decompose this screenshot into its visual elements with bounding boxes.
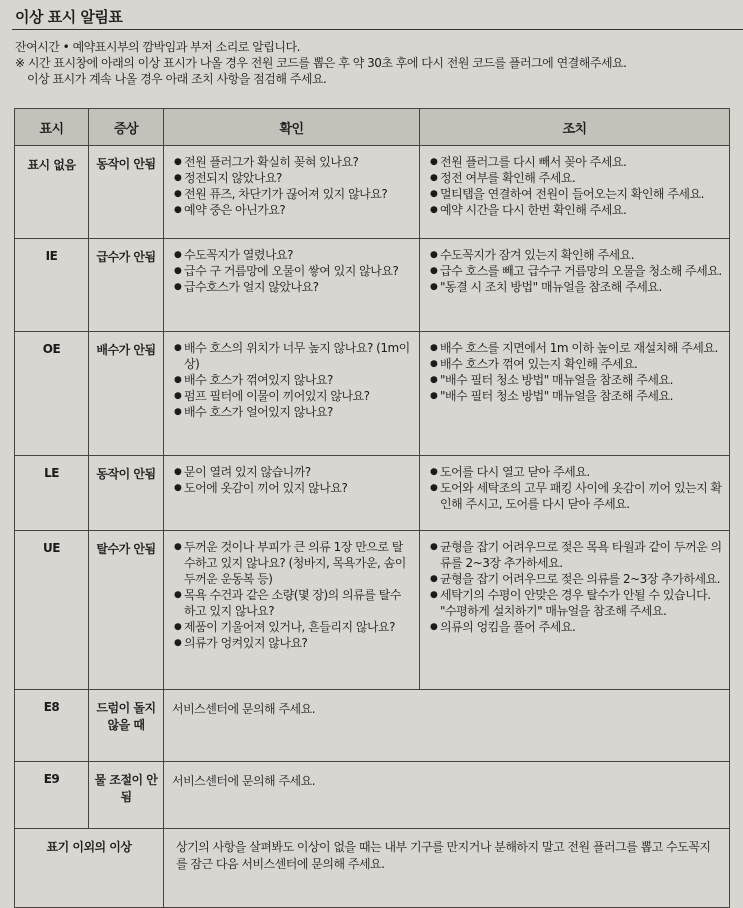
header-code: 표시 [15, 109, 89, 146]
check-item: ● 급수호스가 얼지 않았나요? [174, 279, 413, 295]
table-row [15, 332, 730, 456]
title-divider [12, 29, 743, 30]
check-item: ● 도어에 옷감이 끼어 있지 않나요? [174, 480, 413, 496]
action-item: ● 예약 시간을 다시 한번 확인해 주세요. [430, 202, 723, 218]
intro-line: 잔여시간 • 예약표시부의 깜박임과 부저 소리로 알립니다. [15, 40, 300, 54]
header-symptom: 증상 [89, 109, 164, 146]
error-code: IE [15, 239, 89, 332]
action-item: ● 전원 플러그를 다시 빼서 꽂아 주세요. [430, 154, 723, 170]
check-item: ● 전원 플러그가 확실히 꽂혀 있나요? [174, 154, 413, 170]
header-action: 조치 [420, 109, 730, 146]
header-check: 확인 [164, 109, 420, 146]
action-item: ● "배수 필터 청소 방법" 매뉴얼을 참조해 주세요. [430, 388, 723, 404]
check-item: ● 수도꼭지가 열렸나요? [174, 247, 413, 263]
check-cell [164, 146, 420, 239]
table-row [15, 762, 730, 829]
check-item: ● 펌프 필터에 이물이 끼어있지 않나요? [174, 388, 413, 404]
symptom: 탈수가 안됨 [89, 531, 164, 690]
other-label: 표기 이외의 이상 [15, 829, 164, 908]
symptom: 드럼이 돌지 않을 때 [89, 690, 164, 762]
intro-line: ※ 시간 표시창에 아래의 이상 표시가 나올 경우 전원 코드를 뽑은 후 약 30초 후에 다시 전원 코드를 플러그에 연결해주세요. [15, 56, 627, 70]
intro-line: 이상 표시가 계속 나올 경우 아래 조치 사항을 점검해 주세요. [27, 72, 327, 86]
table-row [15, 456, 730, 531]
symptom: 물 조절이 안됨 [89, 762, 164, 829]
symptom: 급수가 안됨 [89, 239, 164, 332]
check-item: ● 문이 열려 있지 않습니까? [174, 464, 413, 480]
action-cell [420, 146, 730, 239]
symptom: 동작이 안됨 [89, 456, 164, 531]
check-cell [164, 239, 420, 332]
check-item: ● 급수 구 거름망에 오물이 쌓여 있지 않나요? [174, 263, 413, 279]
service-note: 서비스센터에 문의해 주세요. [164, 762, 730, 829]
action-item: ● 정전 여부를 확인해 주세요. [430, 170, 723, 186]
check-cell [164, 531, 420, 690]
check-cell [164, 456, 420, 531]
check-item: ● 두꺼운 것이나 부피가 큰 의류 1장 만으로 탈수하고 있지 않나요? (청바지, 목욕가운, 솜이 두꺼운 운동복 등) [174, 539, 413, 587]
symptom: 배수가 안됨 [89, 332, 164, 456]
action-item: ● 균형을 잡기 어려우므로 젖은 의류를 2~3장 추가하세요. [430, 571, 723, 587]
action-item: ● "동결 시 조치 방법" 매뉴얼을 참조해 주세요. [430, 279, 723, 295]
check-item: ● 배수 호스가 꺾여있지 않나요? [174, 372, 413, 388]
check-item: ● 목욕 수건과 같은 소량(몇 장)의 의류를 탈수 하고 있지 않나요? [174, 587, 413, 619]
table-row [15, 531, 730, 690]
check-item: ● 배수 호스가 얼어있지 않나요? [174, 404, 413, 420]
action-item: ● 배수 호스를 지면에서 1m 이하 높이로 재설치해 주세요. [430, 340, 723, 356]
action-item: ● 세탁기의 수평이 안맞은 경우 탈수가 안될 수 있습니다. "수평하게 설치하기" 매뉴얼을 참조해 주세요. [430, 587, 723, 619]
error-code-table [14, 108, 730, 908]
action-item: ● "배수 필터 청소 방법" 매뉴얼을 참조해 주세요. [430, 372, 723, 388]
action-item: ● 도어와 세탁조의 고무 패킹 사이에 옷감이 끼어 있는지 확인해 주시고, 도어를 다시 닫아 주세요. [430, 480, 723, 512]
action-item: ● 멀티탭을 연결하여 전원이 들어오는지 확인해 주세요. [430, 186, 723, 202]
check-cell [164, 332, 420, 456]
other-text: 상기의 사항을 살펴봐도 이상이 없을 때는 내부 기구를 만지거나 분해하지 말고 전원 플러그를 뽑고 수도꼭지를 잠근 다음 서비스센터에 문의해 주세요. [164, 829, 730, 908]
error-code: UE [15, 531, 89, 690]
action-item: ● 도어를 다시 열고 닫아 주세요. [430, 464, 723, 480]
check-item: ● 배수 호스의 위치가 너무 높지 않나요? (1m이상) [174, 340, 413, 372]
action-cell [420, 332, 730, 456]
check-item: ● 제품이 기울어져 있거나, 흔들리지 않나요? [174, 619, 413, 635]
error-code: E9 [15, 762, 89, 829]
action-cell [420, 239, 730, 332]
symptom: 동작이 안됨 [89, 146, 164, 239]
table-header-row [15, 109, 730, 146]
action-cell [420, 531, 730, 690]
table-row [15, 146, 730, 239]
action-item: ● 수도꼭지가 잠겨 있는지 확인해 주세요. [430, 247, 723, 263]
table-row [15, 829, 730, 908]
error-code: LE [15, 456, 89, 531]
service-note: 서비스센터에 문의해 주세요. [164, 690, 730, 762]
action-item: ● 급수 호스를 빼고 급수구 거름망의 오물을 청소해 주세요. [430, 263, 723, 279]
error-code: E8 [15, 690, 89, 762]
action-item: ● 균형을 잡기 어려우므로 젖은 목욕 타월과 같이 두꺼운 의류를 2~3장 추가하세요. [430, 539, 723, 571]
action-cell [420, 456, 730, 531]
table-row [15, 690, 730, 762]
table-row [15, 239, 730, 332]
error-code: OE [15, 332, 89, 456]
check-item: ● 정전되지 않았나요? [174, 170, 413, 186]
action-item: ● 의류의 엉킴을 풀어 주세요. [430, 619, 723, 635]
action-item: ● 배수 호스가 꺾여 있는지 확인해 주세요. [430, 356, 723, 372]
intro-text [15, 39, 626, 87]
check-item: ● 전원 퓨즈, 차단기가 끊어져 있지 않나요? [174, 186, 413, 202]
check-item: ● 예약 중은 아닌가요? [174, 202, 413, 218]
error-code: 표시 없음 [15, 146, 89, 239]
check-item: ● 의류가 엉켜있지 않나요? [174, 635, 413, 651]
page-title: 이상 표시 알림표 [15, 8, 123, 26]
